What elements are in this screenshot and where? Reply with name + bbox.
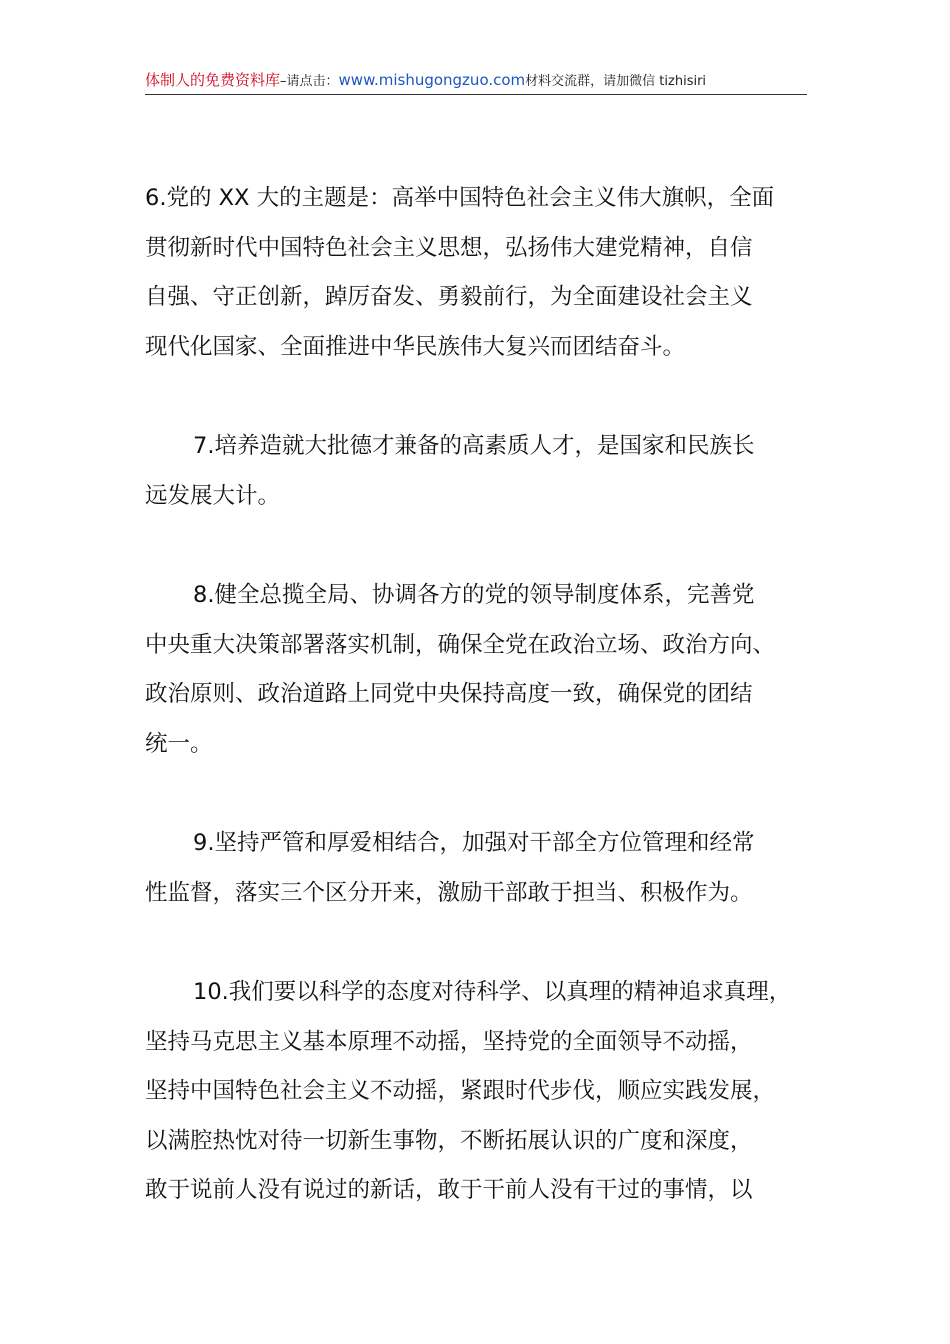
text-line: 政治原则、政治道路上同党中央保持高度一致，确保党的团结 [145, 681, 753, 707]
text-line: 7.培养造就大批德才兼备的高素质人才，是国家和民族长 [193, 433, 755, 459]
paragraph-6 [145, 174, 810, 372]
header-contact: 材料交流群，请加微信 tizhisiri [525, 74, 707, 89]
header-url-link[interactable]: www.mishugongzuo.com [338, 71, 526, 89]
text-line: 远发展大计。 [145, 482, 281, 509]
text-line: 6.党的 XX 大的主题是：高举中国特色社会主义伟大旗帜，全面 [145, 185, 775, 211]
paragraph-7 [145, 422, 810, 521]
document-body [145, 174, 810, 1266]
paragraph-8 [145, 571, 810, 769]
header-prompt: –请点击： [280, 74, 339, 89]
text-line: 敢于说前人没有说过的新话，敢于干前人没有干过的事情，以 [145, 1177, 753, 1203]
text-line: 现代化国家、全面推进中华民族伟大复兴而团结奋斗。 [145, 333, 686, 360]
text-line: 8.健全总揽全局、协调各方的党的领导制度体系，完善党 [193, 582, 755, 608]
text-line: 性监督，落实三个区分开来，激励干部敢于担当、积极作为。 [145, 879, 753, 906]
text-line: 坚持马克思主义基本原理不动摇，坚持党的全面领导不动摇， [145, 1028, 753, 1055]
text-line: 9.坚持严管和厚爱相结合，加强对干部全方位管理和经常 [193, 830, 755, 856]
text-line: 以满腔热忱对待一切新生事物，不断拓展认识的广度和深度， [145, 1127, 753, 1154]
text-line: 中央重大决策部署落实机制，确保全党在政治立场、政治方向、 [145, 631, 776, 658]
text-line: 10.我们要以科学的态度对待科学、以真理的精神追求真理， [193, 979, 792, 1005]
text-line: 自强、守正创新，踔厉奋发、勇毅前行，为全面建设社会主义 [145, 284, 753, 310]
page-header [145, 68, 807, 95]
text-line: 贯彻新时代中国特色社会主义思想，弘扬伟大建党精神，自信 [145, 234, 753, 261]
text-line: 统一。 [145, 730, 213, 757]
paragraph-9 [145, 819, 810, 918]
paragraph-10 [145, 968, 810, 1216]
text-line: 坚持中国特色社会主义不动摇，紧跟时代步伐，顺应实践发展， [145, 1078, 776, 1104]
header-brand: 体制人的免费资料库 [145, 71, 281, 89]
